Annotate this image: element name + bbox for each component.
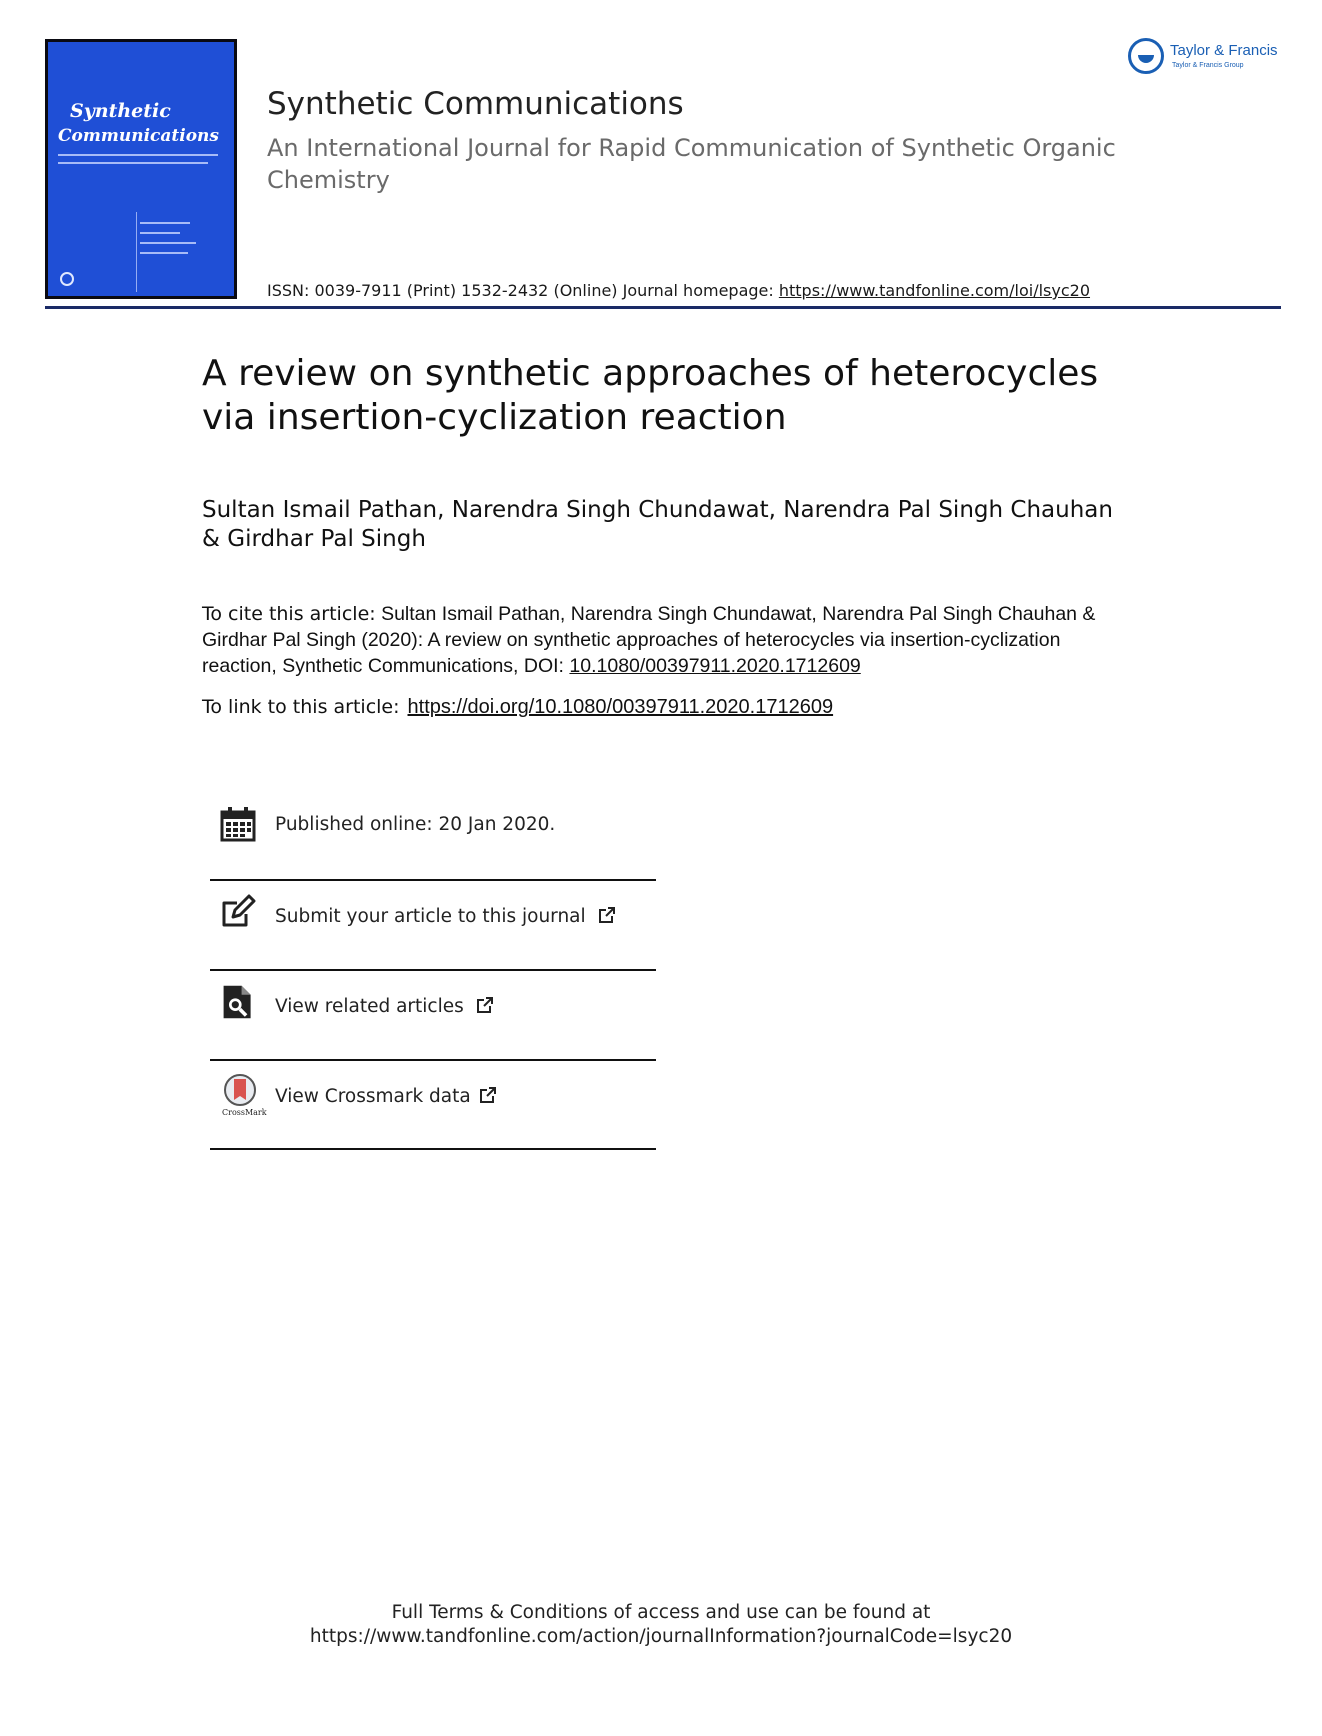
cite-label: To cite this article: <box>202 603 376 625</box>
cover-title-line2: Communications <box>58 126 219 146</box>
cover-divider <box>136 212 137 292</box>
journal-homepage-link[interactable]: https://www.tandfonline.com/loi/lsyc20 <box>778 281 1091 300</box>
info-divider <box>210 879 656 881</box>
cite-text: Sultan Ismail Pathan, Narendra Singh Chundawat, Narendra Pal Singh Chauhan & Girdhar Pal Singh (2020): A review on synthetic approaches of heterocycles via insertion-cyclization reaction, Synthetic Communications, DOI: <box>202 603 1096 677</box>
publisher-name: Taylor & Francis <box>1170 42 1278 59</box>
publisher-group: Taylor & Francis Group <box>1172 62 1244 69</box>
cover-text-line <box>140 232 180 234</box>
footer-terms-link[interactable]: https://www.tandfonline.com/action/journalInformation?journalCode=lsyc20 <box>309 1626 1013 1647</box>
footer-line1: Full Terms & Conditions of access and use can be found at <box>391 1602 931 1623</box>
external-link-icon <box>479 1086 497 1104</box>
crossmark-icon <box>222 1074 258 1110</box>
calendar-icon <box>220 806 256 842</box>
cover-text-line <box>58 162 208 164</box>
info-divider <box>210 1148 656 1150</box>
document-search-icon <box>220 984 256 1020</box>
cover-text-line <box>140 252 188 254</box>
journal-subtitle: An International Journal for Rapid Communication of Synthetic Organic Chemistry <box>267 134 1116 194</box>
journal-cover-image <box>45 39 237 299</box>
article-doi-link[interactable]: https://doi.org/10.1080/00397911.2020.1712609 <box>407 696 834 718</box>
cover-publisher-logo <box>60 272 74 286</box>
citation-block <box>202 601 1132 679</box>
related-articles-row[interactable] <box>210 980 656 1040</box>
published-online-text: Published online: 20 Jan 2020. <box>275 814 556 835</box>
crossmark-row[interactable] <box>210 1070 656 1130</box>
submit-article-label: Submit your article to this journal <box>275 906 586 927</box>
article-authors: Sultan Ismail Pathan, Narendra Singh Chundawat, Narendra Pal Singh Chauhan & Girdhar Pal Singh <box>202 497 1113 552</box>
published-online-row <box>210 800 656 860</box>
link-label: To link to this article: <box>202 696 400 718</box>
info-divider <box>210 1059 656 1061</box>
header-divider <box>45 306 1281 309</box>
crossmark-logo-text: CrossMark <box>222 1108 267 1117</box>
article-title: A review on synthetic approaches of heterocycles via insertion-cyclization reaction <box>202 353 1099 438</box>
footer-terms <box>0 1601 1322 1649</box>
cover-text-line <box>140 242 196 244</box>
external-link-icon <box>476 996 494 1014</box>
journal-name: Synthetic Communications <box>267 86 684 122</box>
related-articles-link[interactable] <box>275 996 494 1017</box>
related-articles-label: View related articles <box>275 996 464 1017</box>
issn-line <box>267 281 1090 300</box>
cover-text-line <box>140 222 190 224</box>
edit-icon <box>220 894 256 930</box>
taylor-francis-logo-icon <box>1128 38 1164 74</box>
cover-title-line1: Synthetic <box>70 100 171 122</box>
info-divider <box>210 969 656 971</box>
cite-doi-link[interactable]: 10.1080/00397911.2020.1712609 <box>569 655 861 677</box>
article-link-line <box>202 696 833 719</box>
submit-article-link[interactable] <box>275 906 616 927</box>
submit-article-row[interactable] <box>210 890 656 950</box>
external-link-icon <box>598 906 616 924</box>
crossmark-label: View Crossmark data <box>275 1086 471 1107</box>
crossmark-link[interactable] <box>275 1086 497 1107</box>
issn-text: ISSN: 0039-7911 (Print) 1532-2432 (Online) Journal homepage: <box>267 281 779 300</box>
cover-text-line <box>58 154 218 156</box>
